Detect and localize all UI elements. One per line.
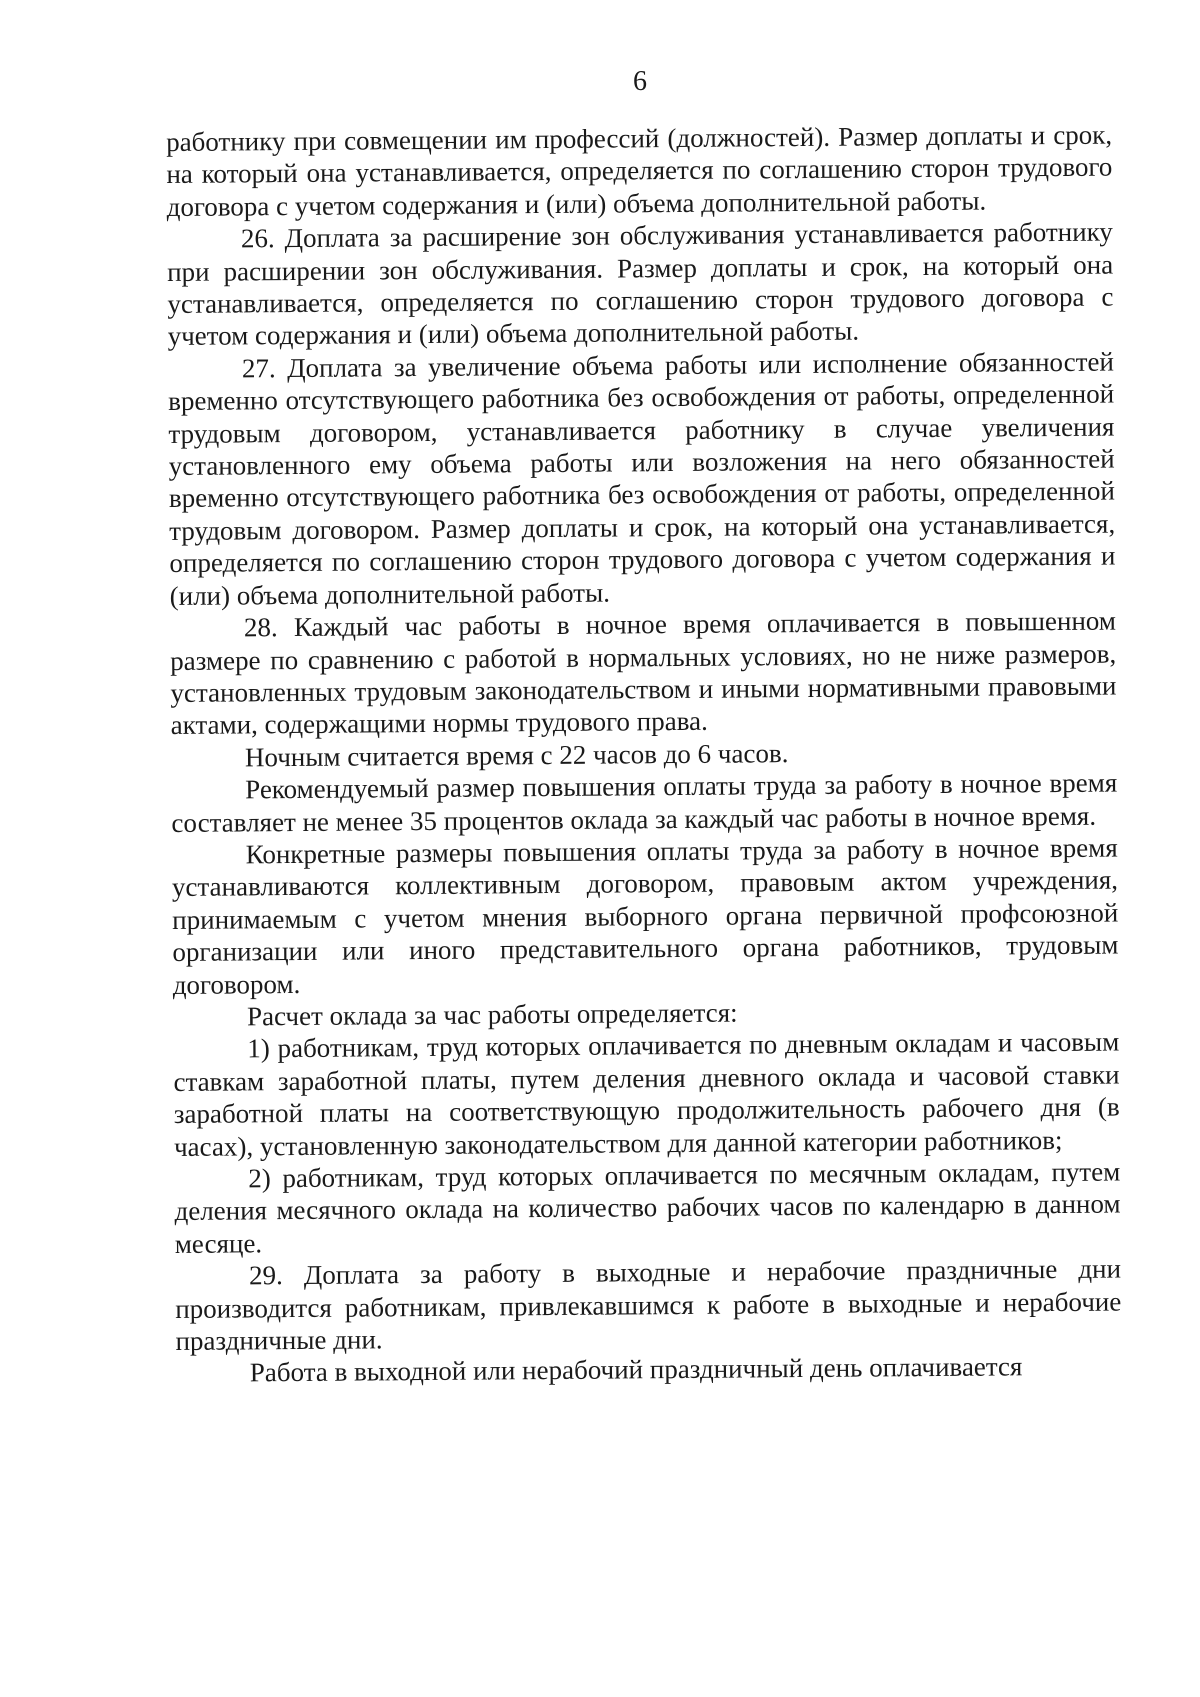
paragraph-item-26: 26. Доплата за расширение зон обслуживания устанавливается работнику при расширении зон обслуживания. Размер доплаты и срок, на который она устанавливается, определяется по соглашению сторон трудового договора с учетом содержания и (или) объема дополнительной работы. [167, 216, 1114, 352]
paragraph-item-28: 28. Каждый час работы в ночное время оплачивается в повышенном размере по сравнению с работой в нормальных условиях, но не ниже размеров, установленных трудовым законодательством и иными нормативными правовыми актами, содержащими нормы трудового права. [170, 605, 1117, 741]
paragraph-holiday-work: Работа в выходной или нерабочий праздничный день оплачивается [249, 1351, 1023, 1388]
paragraph-subitem-1: 1) работникам, труд которых оплачивается по дневным окладам и часовым ставкам заработной платы, путем деления дневного оклада и часовой ставки заработной платы на соответствующую продолжительность рабочего дня (в часах), установленную законодательством для данной категории работников; [173, 1026, 1120, 1162]
document-body [166, 119, 1122, 1390]
paragraph-recommended-rate: Рекомендуемый размер повышения оплаты труда за работу в ночное время составляет не менее 35 процентов оклада за каждый час работы в ночное время. [171, 767, 1118, 838]
page-number: 6 [633, 66, 647, 97]
paragraph-hourly-calc: Расчет оклада за час работы определяется: [246, 997, 738, 1032]
paragraph-subitem-2: 2) работникам, труд которых оплачивается по месячным окладам, путем деления месячного оклада на количество рабочих часов по календарю в данном месяце. [174, 1156, 1121, 1259]
paragraph-specific-rates: Конкретные размеры повышения оплаты труда за работу в ночное время устанавливаются коллективным договором, правовым актом учреждения, принимаемым с учетом мнения выборного органа первичной профсоюзной организации или иного представительного органа работников, трудовым договором. [171, 832, 1119, 1000]
paragraph-item-27: 27. Доплата за увеличение объема работы или исполнение обязанностей временно отсутствующего работника без освобождения от работы, определенной трудовым договором, устанавливается работнику в случае увеличения установленного ему объема работы или возложения на него обязанностей временно отсутствующего работника без освобождения от работы, определенной трудовым договором. Размер доплаты и срок, на который она устанавливается, определяется по соглашению сторон трудового договора с учетом содержания и (или) объема дополнительной работы. [168, 346, 1116, 611]
paragraph-night-time: Ночным считается время с 22 часов до 6 часов. [244, 737, 789, 773]
paragraph-item-29: 29. Доплата за работу в выходные и нерабочие праздничные дни производится работникам, привлекавшимся к работе в выходные и нерабочие праздничные дни. [175, 1253, 1122, 1356]
paragraph-continuation: работнику при совмещении им профессий (должностей). Размер доплаты и срок, на который она устанавливается, определяется по соглашению сторон трудового договора с учетом содержания и (или) объема дополнительной работы. [166, 119, 1113, 222]
